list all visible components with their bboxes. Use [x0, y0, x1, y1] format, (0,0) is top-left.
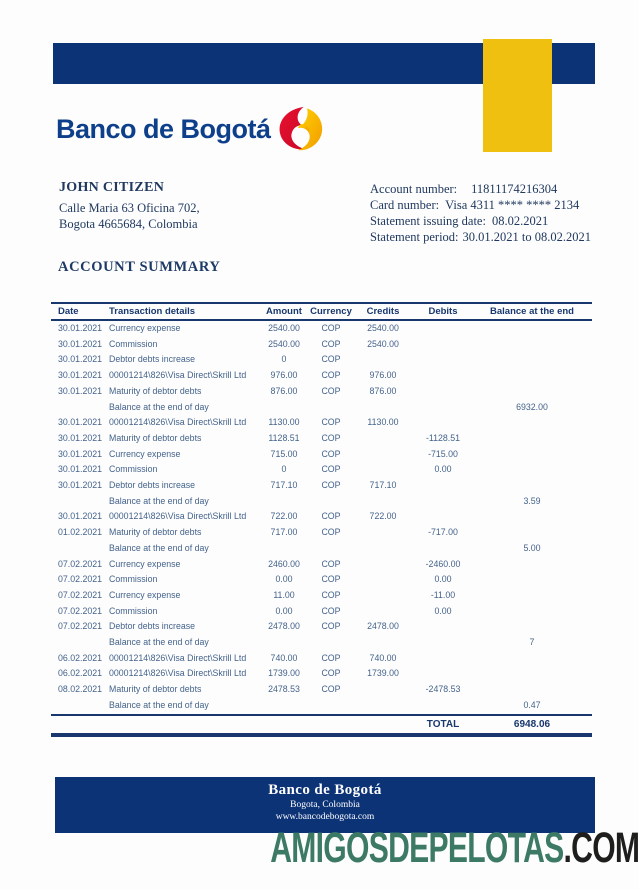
column-header: Credits [352, 303, 414, 320]
table-row: 30.01.2021 Currency expense 2540.00 COP 2540.00 [58, 323, 399, 333]
watermark [269, 824, 639, 872]
statement-period-value: 30.01.2021 to 08.02.2021 [462, 230, 592, 244]
table-row: 30.01.2021 Currency expense 715.00 COP -715.00 [58, 448, 458, 459]
bank-swirl-icon [277, 103, 324, 155]
footer-website: www.bancodebogota.com [275, 812, 375, 822]
table-row: 30.01.2021 00001214\826\Visa Direct\Skrill Ltd 1130.00 COP 1130.00 [58, 417, 399, 428]
total-label: TOTAL [414, 715, 472, 735]
account-summary-title: ACCOUNT SUMMARY [58, 259, 221, 275]
statement-period-row [370, 229, 591, 245]
table-row: 01.02.2021 Maturity of debtor debts 717.00 COP -717.00 [58, 527, 458, 538]
transactions-body [51, 320, 592, 715]
balance-row: Balance at the end of day 3.59 [109, 495, 541, 506]
table-header-row [51, 303, 592, 320]
total-row [51, 715, 592, 735]
card-number-row [370, 197, 591, 213]
customer-address-block [59, 180, 200, 232]
column-header: Currency [310, 303, 352, 320]
column-header: Transaction details [109, 303, 258, 320]
table-row: 30.01.2021 Commission 2540.00 COP 2540.00 [58, 338, 399, 349]
transactions-table [51, 302, 592, 737]
column-header: Amount [258, 303, 310, 320]
table-row: 07.02.2021 Commission 0.00 COP 0.00 [58, 574, 452, 585]
footer-location: Bogota, Colombia [290, 800, 360, 810]
watermark-suffix: .COM [563, 824, 639, 872]
account-number-value: 11811174216304 [471, 182, 558, 196]
balance-row: Balance at the end of day 6932.00 [109, 401, 548, 412]
issuing-date-row [370, 213, 591, 229]
table-row: 30.01.2021 00001214\826\Visa Direct\Skrill Ltd 976.00 COP 976.00 [58, 370, 397, 381]
customer-name: JOHN CITIZEN [59, 180, 165, 195]
table-row: 30.01.2021 Maturity of debtor debts 1128.51 COP -1128.51 [58, 432, 461, 443]
total-value: 6948.06 [472, 715, 592, 735]
account-number-label: Account number: [370, 182, 458, 196]
table-row: 30.01.2021 Debtor debts increase 0 COP [58, 354, 341, 365]
table-row: 30.01.2021 Commission 0 COP 0.00 [58, 464, 452, 475]
account-info-block [370, 181, 591, 245]
issuing-date-value: 08.02.2021 [491, 214, 549, 228]
table-row: 08.02.2021 Maturity of debtor debts 2478.53 COP -2478.53 [58, 684, 461, 695]
column-header: Date [51, 303, 109, 320]
account-number-row [370, 181, 591, 197]
table-row: 07.02.2021 Commission 0.00 COP 0.00 [58, 605, 452, 616]
balance-row: Balance at the end of day 5.00 [109, 542, 541, 553]
table-row: 06.02.2021 00001214\826\Visa Direct\Skrill Ltd 1739.00 COP 1739.00 [58, 668, 399, 679]
statement-period-label: Statement period: [370, 230, 459, 244]
customer-address-line2: Bogota 4665684, Colombia [59, 217, 198, 231]
column-header: Debits [414, 303, 472, 320]
table-row: 07.02.2021 Currency expense 2460.00 COP -2460.00 [58, 558, 461, 569]
table-row: 30.01.2021 00001214\826\Visa Direct\Skrill Ltd 722.00 COP 722.00 [58, 511, 397, 522]
watermark-main: AMIGOSDEPELOTAS [269, 824, 564, 872]
bank-logo [56, 103, 324, 155]
bank-logo-text: Banco de Bogotá [56, 113, 271, 144]
table-row: 30.01.2021 Maturity of debtor debts 876.00 COP 876.00 [58, 385, 397, 396]
issuing-date-label: Statement issuing date: [370, 214, 486, 228]
column-header: Balance at the end [472, 303, 592, 320]
card-number-label: Card number: [370, 198, 440, 212]
transactions-table-wrap [51, 302, 592, 737]
table-row: 07.02.2021 Debtor debts increase 2478.00 COP 2478.00 [58, 621, 399, 632]
table-row: 30.01.2021 Debtor debts increase 717.10 COP 717.10 [58, 480, 397, 491]
table-row: 07.02.2021 Currency expense 11.00 COP -11.00 [58, 589, 456, 600]
header-yellow-block [483, 39, 552, 152]
footer-bank-name: Banco de Bogotá [268, 782, 382, 798]
customer-address-line1: Calle Maria 63 Oficina 702, [59, 201, 200, 215]
balance-row: Balance at the end of day 0.47 [109, 699, 541, 710]
table-row: 06.02.2021 00001214\826\Visa Direct\Skrill Ltd 740.00 COP 740.00 [58, 652, 397, 663]
balance-row: Balance at the end of day 7 [109, 637, 535, 648]
card-number-value: Visa 4311 **** **** 2134 [445, 198, 580, 212]
